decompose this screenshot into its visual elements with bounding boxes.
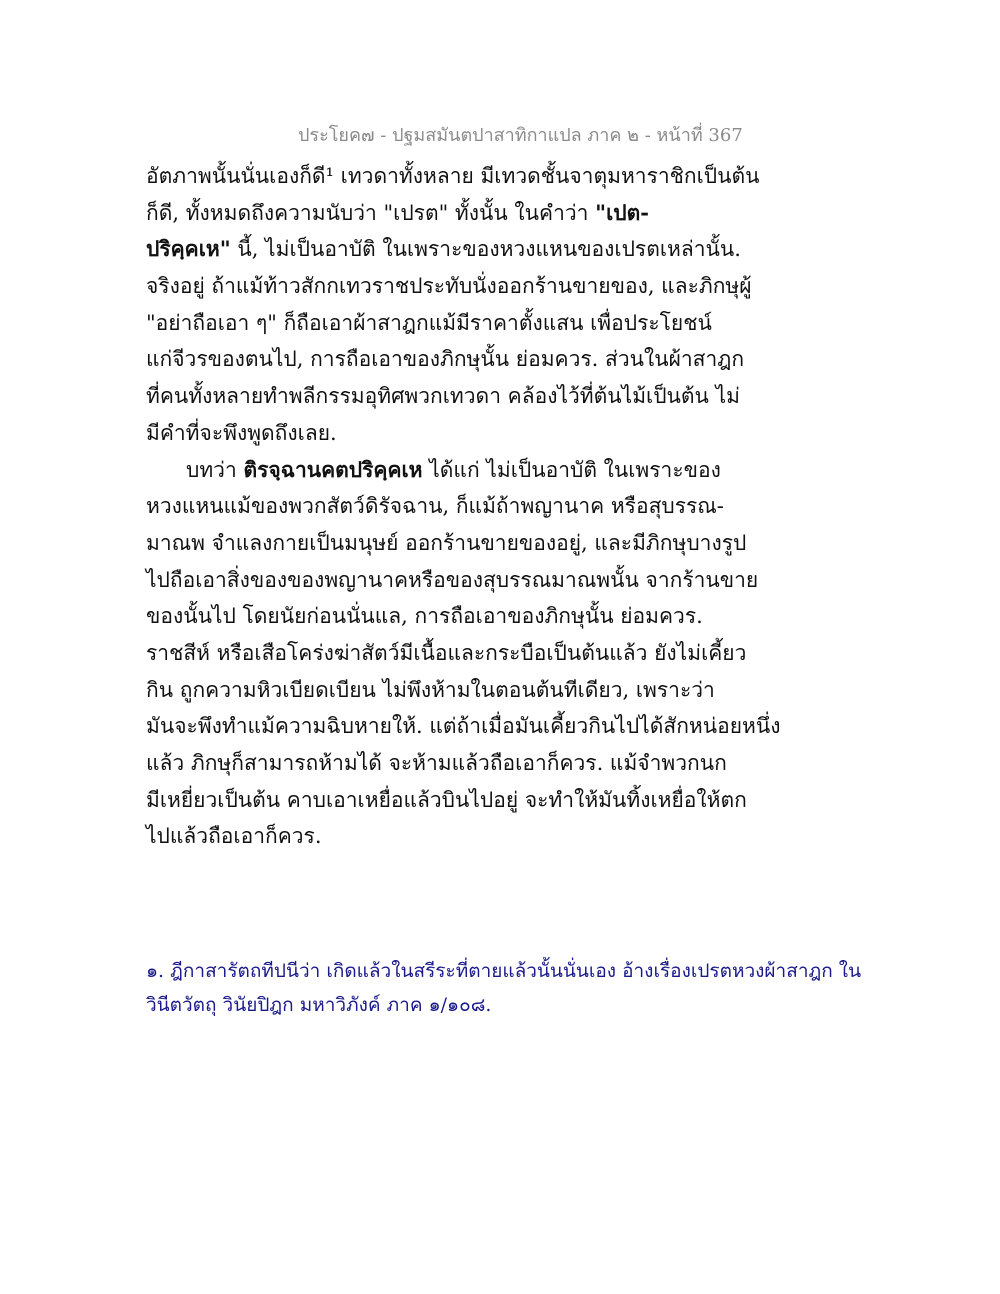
footnote: [146, 954, 862, 1022]
text-line: บทว่า ติรจฺฉานคตปริคฺคเห ได้แก่ ไม่เป็นอาบัติ ในเพราะของ: [186, 456, 721, 482]
text-line: มีคำที่จะพึงพูดถึงเลย.: [146, 420, 337, 445]
text-line: ไปแล้วถือเอาก็ควร.: [146, 824, 322, 849]
footnote-line: วินีตวัตถุ วินัยปิฎก มหาวิภังค์ ภาค ๑/๑๐๘.: [146, 994, 492, 1016]
text-line: อัตภาพนั้นนั่นเองก็ดี¹ เทวดาทั้งหลาย มีเทวดชั้นจาตุมหาราชิกเป็นต้น: [146, 164, 760, 188]
text-line: ที่คนทั้งหลายทำพลีกรรมอุทิศพวกเทวดา คล้องไว้ที่ต้นไม้เป็นต้น ไม่: [146, 384, 740, 409]
page-header: ประโยค๗ - ปฐมสมันตปาสาทิกาแปล ภาค ๒ - หน้าที่ 367: [298, 125, 743, 146]
text-line: มันจะพึงทำแม้ความฉิบหายให้. แต่ถ้าเมื่อมันเคี้ยวกินไปได้สักหน่อยหนึ่ง: [146, 714, 781, 739]
text-line: กิน ถูกความหิวเบียดเบียน ไม่พึงห้ามในตอนต้นทีเดียว, เพราะว่า: [146, 677, 715, 702]
text-line: ราชสีห์ หรือเสือโคร่งฆ่าสัตว์มีเนื้อและกระบือเป็นต้นแล้ว ยังไม่เคี้ยว: [146, 640, 747, 665]
text-line: มีเหยี่ยวเป็นต้น คาบเอาเหยื่อแล้วบินไปอยู่ จะทำให้มันทิ้งเหยื่อให้ตก: [146, 787, 747, 812]
bold-term: ปริคฺคเห": [146, 236, 231, 262]
bold-term: ติรจฺฉานคตปริคฺคเห: [243, 456, 423, 482]
bold-term: "เปต-: [595, 199, 649, 225]
text-line: มาณพ จำแลงกายเป็นมนุษย์ ออกร้านขายของอยู่, และมีภิกษุบางรูป: [146, 530, 747, 555]
text-line: "อย่าถือเอา ๆ" ก็ถือเอาผ้าสาฎกแม้มีราคาตั้งแสน เพื่อประโยชน์: [146, 310, 712, 335]
text-line: หวงแหนแม้ของพวกสัตว์ดิรัจฉาน, ก็แม้ถ้าพญานาค หรือสุบรรณ-: [146, 494, 724, 519]
text-line: ของนั้นไป โดยนัยก่อนนั่นแล, การถือเอาของภิกษุนั้น ย่อมควร.: [146, 604, 703, 629]
text-line: ปริคฺคเห" นี้, ไม่เป็นอาบัติ ในเพราะของหวงแหนของเปรตเหล่านั้น.: [146, 236, 741, 262]
body-text: [146, 158, 781, 855]
text-line: ก็ดี, ทั้งหมดถึงความนับว่า "เปรต" ทั้งนั้น ในคำว่า "เปต-: [146, 199, 649, 225]
text-line: จริงอยู่ ถ้าแม้ท้าวสักกเทวราชประทับนั่งออกร้านขายของ, และภิกษุผู้: [146, 274, 752, 299]
text-line: ไปถือเอาสิ่งของของพญานาคหรือของสุบรรณมาณพนั้น จากร้านขาย: [146, 567, 759, 592]
text-line: แก่จีวรของตนไป, การถือเอาของภิกษุนั้น ย่อมควร. ส่วนในผ้าสาฎก: [146, 347, 745, 372]
footnote-line: ๑. ฎีกาสารัตถทีปนีว่า เกิดแล้วในสรีระที่ตายแล้วนั้นนั่นเอง อ้างเรื่องเปรตหวงผ้าสาฎก ใน: [146, 960, 862, 982]
text-line: แล้ว ภิกษุก็สามารถห้ามได้ จะห้ามแล้วถือเอาก็ควร. แม้จำพวกนก: [146, 751, 727, 775]
